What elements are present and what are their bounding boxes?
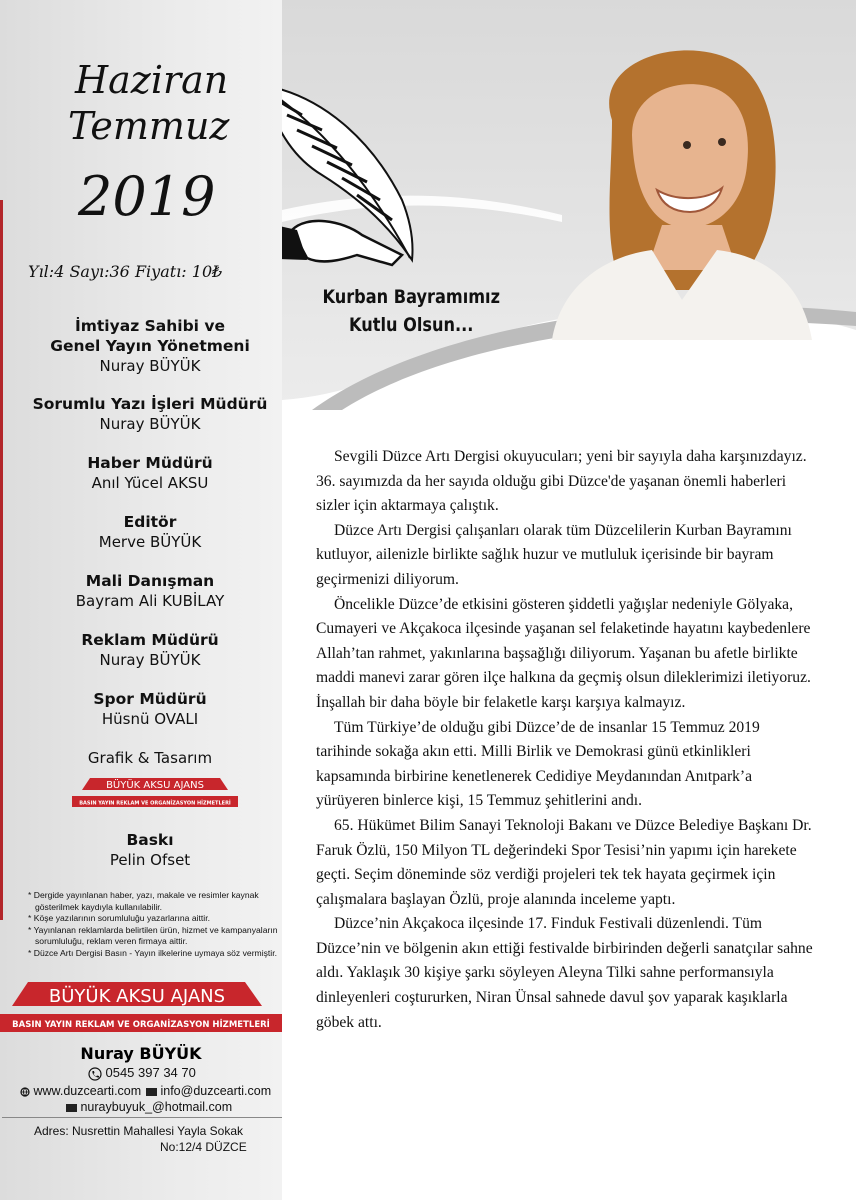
article-paragraph: Sevgili Düzce Artı Dergisi okuyucuları; yeni bir sayıyla daha karşınızdayız. 36. sayımızda da her sayıda olduğu gibi Düzce'de yaşanan önemli haberleri sizler için aktarmaya çalıştık. xyxy=(316,448,807,515)
agency-tagline-large: BASIN YAYIN REKLAM VE ORGANİZASYON HİZMETLERİ xyxy=(12,1020,270,1030)
disclaimer-item: * Köşe yazılarının sorumluluğu yazarlarına aittir. xyxy=(28,913,210,923)
disclaimer-item: * Düzce Artı Dergisi Basın - Yayın ilkelerine uymaya söz vermiştir. xyxy=(28,947,277,958)
print-info: Baskı Pelin Ofset xyxy=(109,831,191,869)
article-paragraph: 65. Hükümet Bilim Sanayi Teknoloji Bakanı ve Düzce Belediye Başkanı Dr. Faruk Özlü, 150 Milyon TL değerindeki Spor Tesisi’nin yapımı için harekete geçti. Seçim döneminde söz verdiği projeleri tek tek hayata geçirmek için çalışmalara başlayan Özlü, proje alanında inceleme yaptı. xyxy=(316,816,812,908)
agency-tagline-small: BASIN YAYIN REKLAM VE ORGANİZASYON HİZMETLERİ xyxy=(79,800,231,807)
staff-owner: İmtiyaz Sahibi ve Genel Yayın Yönetmeni Nuray BÜYÜK xyxy=(50,317,250,375)
disclaimer-notes xyxy=(28,890,278,959)
left-accent-line xyxy=(0,200,3,920)
disclaimer-item: * Dergide yayınlanan haber, yazı, makale ve resimler kaynak gösterilmek kaydıyla kullanılabilir. xyxy=(28,890,259,912)
agency-name-large: BÜYÜK AKSU AJANS xyxy=(48,986,226,1007)
contact-web[interactable]: www.duzcearti.com xyxy=(20,1084,141,1098)
header-band xyxy=(282,0,856,410)
issue-year: 2019 xyxy=(78,165,216,228)
staff-ad-director: Reklam Müdürü Nuray BÜYÜK xyxy=(81,631,219,669)
staff-editor-in-chief: Sorumlu Yazı İşleri Müdürü Nuray BÜYÜK xyxy=(32,395,268,433)
editor-portrait xyxy=(522,40,822,340)
article-paragraph: Tüm Türkiye’de olduğu gibi Düzce’de de insanlar 15 Temmuz 2019 tarihinde sokağa akın etti. Milli Birlik ve Demokrasi günü etkinlikleri kapsamında birbirine kenetlenerek Cedidiye Meydanından Anıtpark’a yürüyeren binlerce kişi, 15 Temmuz şehitlerini andı. xyxy=(316,718,760,810)
article-paragraph: Düzce Artı Dergisi çalışanları olarak tüm Düzcelilerin Kurban Bayramını kutluyor, ailenizle birlikte sağlık huzur ve mutluluk içerisinde bir bayram geçirmenizi diliyorum. xyxy=(316,521,792,588)
issue-month-2: Temmuz xyxy=(68,104,230,148)
mail-icon xyxy=(66,1104,77,1112)
quill-pen-icon xyxy=(282,80,452,280)
address-line-1: Adres: Nusrettin Mahallesi Yayla Sokak xyxy=(34,1124,243,1138)
contact-phone[interactable]: 0545 397 34 70 xyxy=(88,1065,196,1081)
editorial-article xyxy=(316,445,816,1035)
agency-name-small: BÜYÜK AKSU AJANS xyxy=(106,780,204,791)
globe-icon xyxy=(20,1087,30,1097)
staff-financial-advisor: Mali Danışman Bayram Ali KUBİLAY xyxy=(75,572,225,610)
contact-divider xyxy=(2,1117,282,1118)
contact-email-2[interactable]: nuraybuyuk_@hotmail.com xyxy=(66,1100,232,1114)
issue-details: Yıl:4 Sayı:36 Fiyatı: 10₺ xyxy=(28,262,223,281)
disclaimer-item: * Yayınlanan reklamlarda belirtilen ürün, hizmet ve kampanyaların sorumluluğu, reklam veren firmaya aittir. xyxy=(28,924,278,946)
address-line-2: No:12/4 DÜZCE xyxy=(160,1140,247,1154)
phone-icon xyxy=(88,1067,102,1081)
agency-logo-large xyxy=(0,980,282,1036)
article-paragraph: Öncelikle Düzce’de etkisini gösteren şiddetli yağışlar nedeniyle Gölyaka, Cumayeri ve Akçakoca ilçesinde yaşanan sel felaketinde hayatını kaybedenlere Allah’tan rahmet, yakınlarına başsağlığı diliyorum. Yaşanan bu afetle birlikte maddi manevi zarar gören ilçe halkına da geçmiş olsun dileklerimizi iletiyoruz. İnşallah bir daha böyle bir felaketle karşı karşıya kalmayız. xyxy=(316,595,811,711)
contact-name: Nuray BÜYÜK xyxy=(80,1044,202,1063)
holiday-greeting: Kurban Bayramımız Kutlu Olsun... xyxy=(322,286,500,336)
staff-editor: Editör Merve BÜYÜK xyxy=(98,513,202,551)
article-paragraph: Düzce’nin Akçakoca ilçesinde 17. Finduk Festivali düzenlendi. Tüm Düzce’nin ve bölgenin akın ettiği festivalde birbirinden değerli sanatçılar sahne aldı. Yaklaşık 30 kişiye şarkı söyleyen Aleyna Tilki sahne performansıyla dinleyenleri coştururken, Niran Ünsal sahnede davul şov yaparak kaşıklarla göbek attı. xyxy=(316,915,813,1031)
contact-email-1[interactable]: info@duzcearti.com xyxy=(146,1084,271,1098)
design-label: Grafik & Tasarım xyxy=(87,749,213,767)
issue-month-1: Haziran xyxy=(75,58,229,102)
staff-sports-director: Spor Müdürü Hüsnü OVALI xyxy=(93,690,207,728)
mail-icon xyxy=(146,1088,157,1096)
staff-news-director: Haber Müdürü Anıl Yücel AKSU xyxy=(87,454,213,492)
agency-logo-small xyxy=(72,776,238,808)
